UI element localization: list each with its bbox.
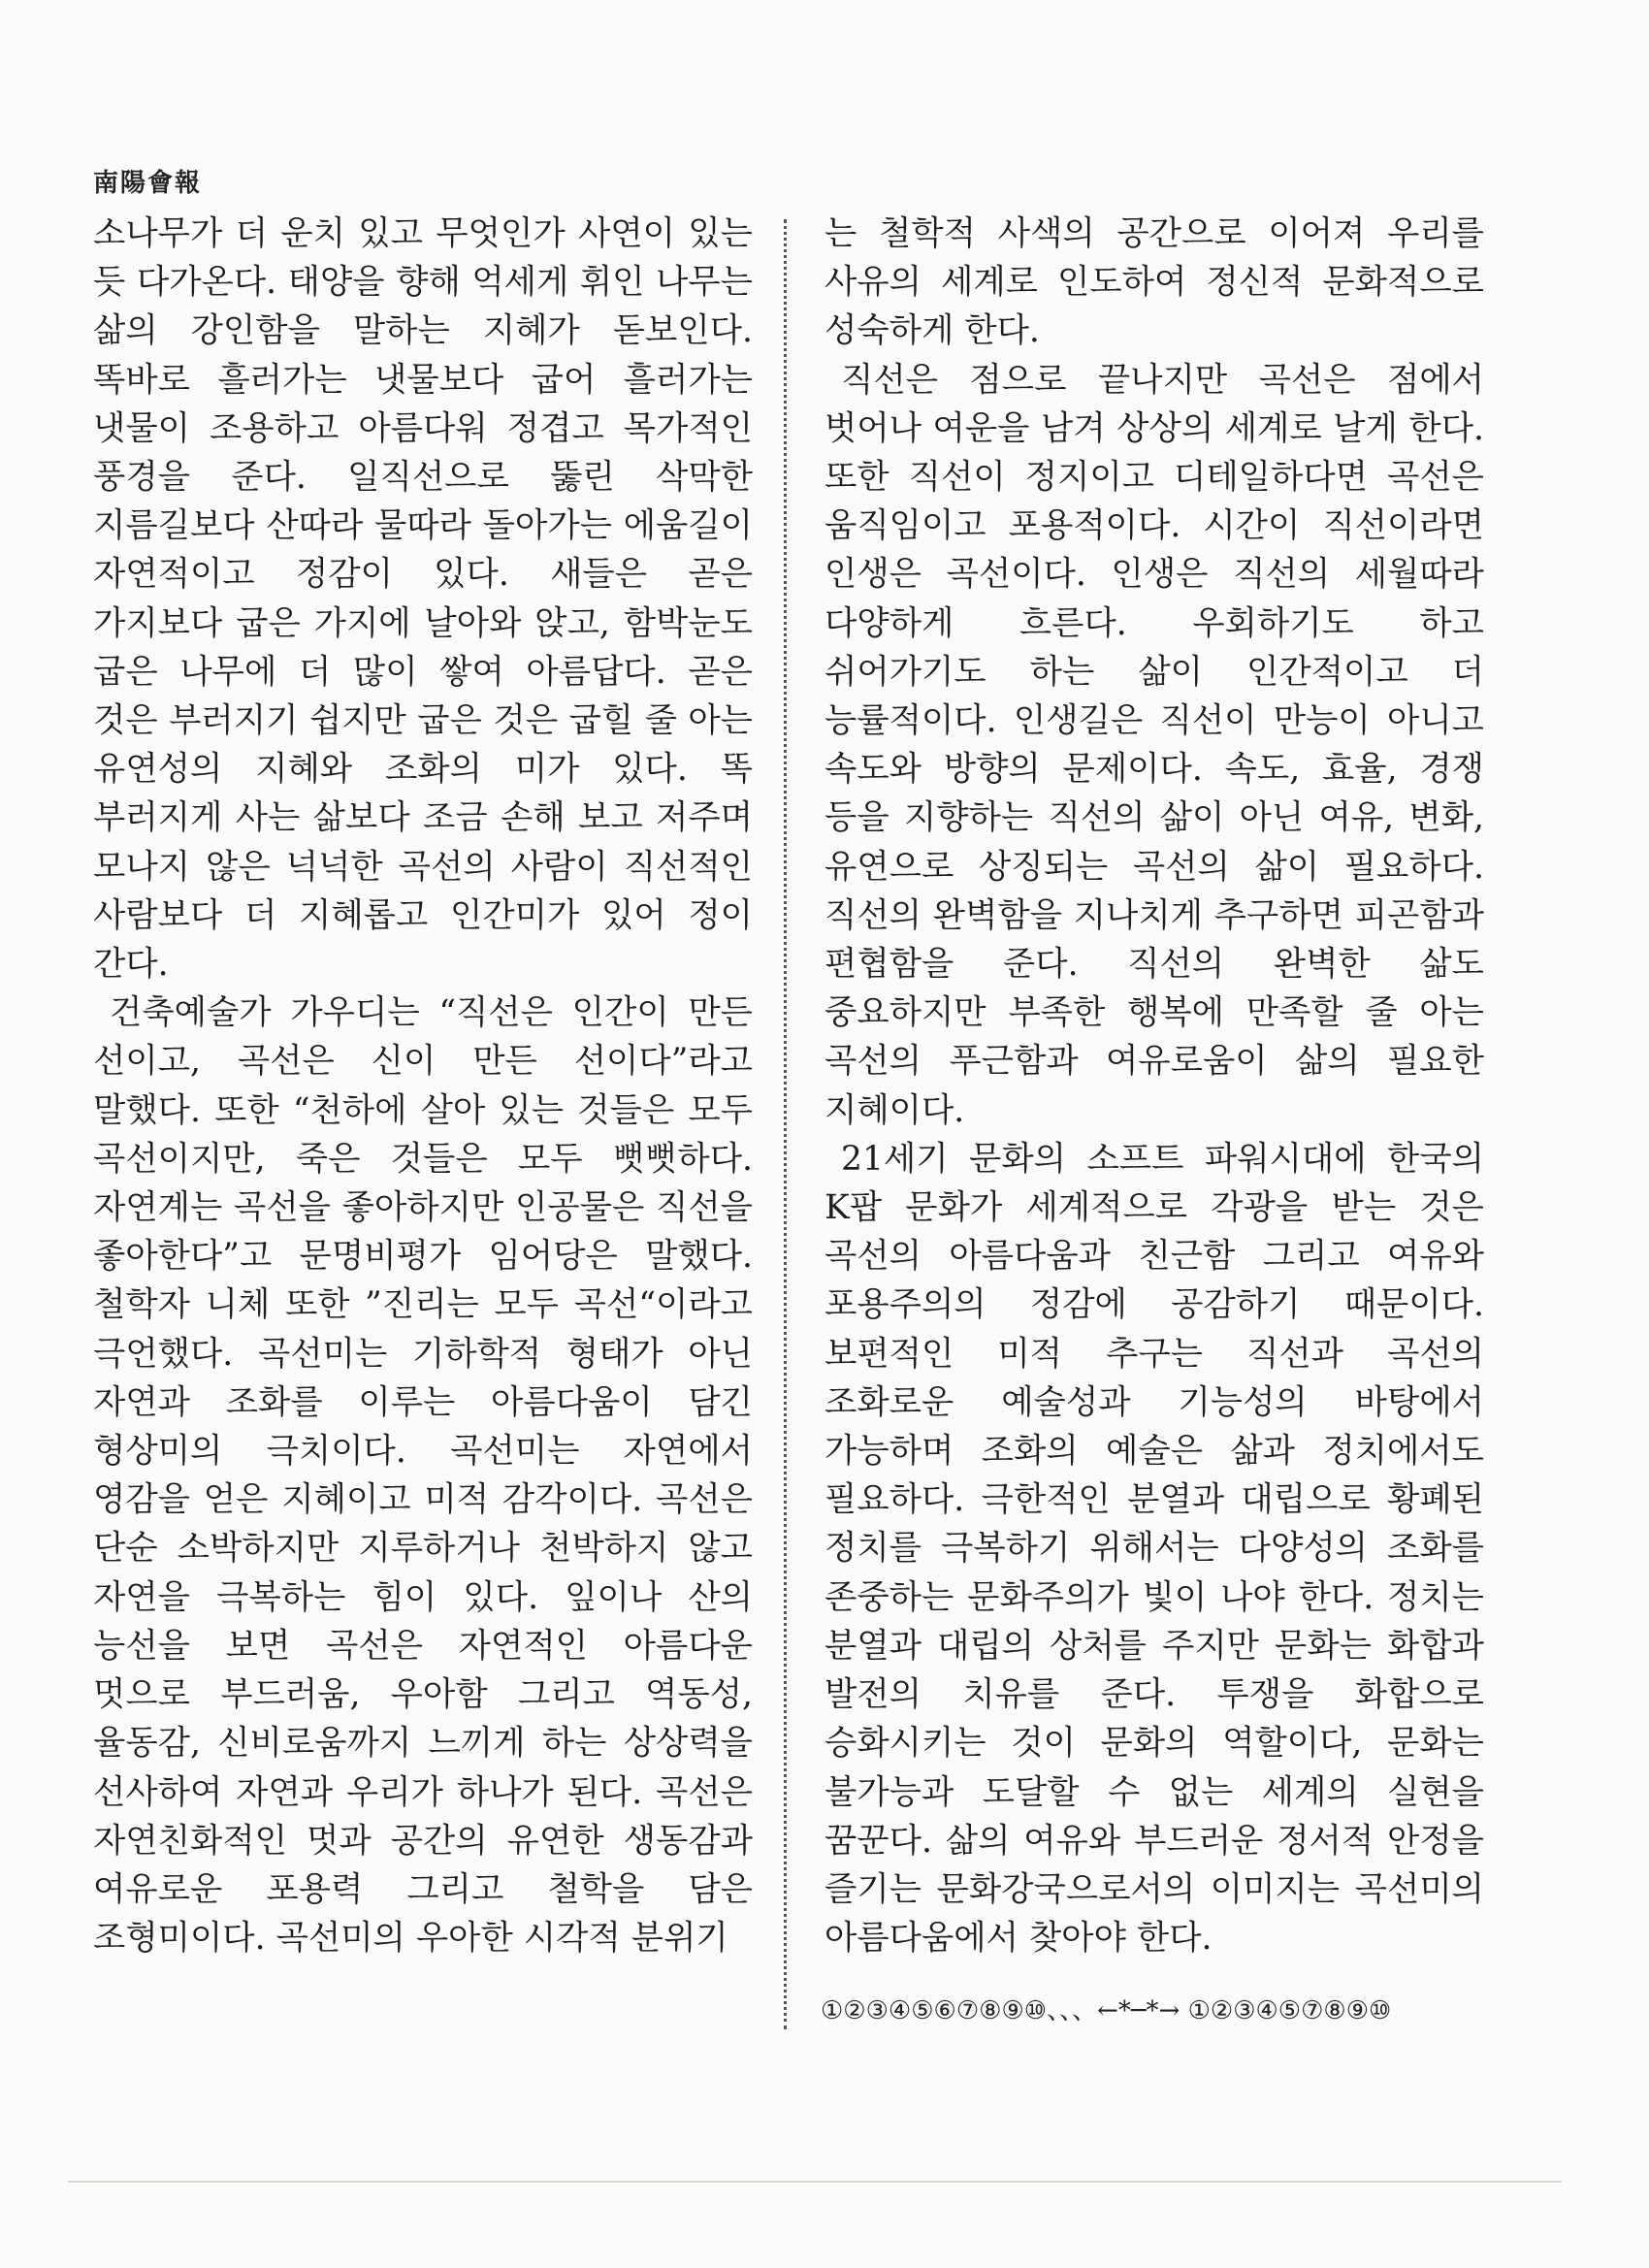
left-paragraph-2: 건축예술가 가우디는 “직선은 인간이 만든 선이고, 곡선은 신이 만든 선이다”라고 말했다. 또한 “천하에 살아 있는 것들은 모두 곡선이지만, 죽은 것들은 모두 뻣뻣하다. 자연계는 곡선을 좋아하지만 인공물은 직선을 좋아한다”고 문명비평가 임어당은 말했다. 철학자 니체 또한 ”진리는 모두 곡선“이라고 극언했다. 곡선미는 기하학적 형태가 아닌 자연과 조화를 이루는 아름다움이 담긴 형상미의 극치이다. 곡선미는 자연에서 영감을 얻은 지혜이고 미적 감각이다. 곡선은 단순 소박하지만 지루하거나 천박하지 않고 자연을 극복하는 힘이 있다. 잎이나 산의 능선을 보면 곡선은 자연적인 아름다운 멋으로 부드러움, 우아함 그리고 역동성, 율동감, 신비로움까지 느끼게 하는 상상력을 선사하여 자연과 우리가 하나가 된다. 곡선은 자연친화적인 멋과 공간의 유연한 생동감과 여유로운 포용력 그리고 철학을 담은 조형미이다. 곡선미의 우아한 시각적 분위기	[93, 993, 753, 1959]
left-column	[93, 210, 753, 1962]
right-paragraph-1: 는 철학적 사색의 공간으로 이어져 우리를 사유의 세계로 인도하여 정신적 문화적으로 성숙하게 한다.	[824, 214, 1484, 351]
right-paragraph-3: 21세기 문화의 소프트 파워시대에 한국의 K팝 문화가 세계적으로 각광을 받는 것은 곡선의 아름다움과 친근함 그리고 여유와 포용주의의 정감에 공감하기 때문이다. 보편적인 미적 추구는 직선과 곡선의 조화로운 예술성과 기능성의 바탕에서 가능하며 조화의 예술은 삶과 정치에서도 필요하다. 극한적인 분열과 대립으로 황폐된 정치를 극복하기 위해서는 다양성의 조화를 존중하는 문화주의가 빛이 나야 한다. 정치는 분열과 대립의 상처를 주지만 문화는 화합과 발전의 치유를 준다. 투쟁을 화합으로 승화시키는 것이 문화의 역할이다, 문화는 불가능과 도달할 수 없는 세계의 실현을 꿈꾼다. 삶의 여유와 부드러운 정서적 안정을 즐기는 문화강국으로서의 이미지는 곡선미의 아름다움에서 찾아야 한다.	[824, 1139, 1484, 1959]
end-ornament: ①②③④⑤⑥⑦⑧⑨⑩、、、←*─*→ ①②③④⑤⑦⑧⑨⑩	[821, 1996, 1392, 2025]
left-paragraph-1: 소나무가 더 운치 있고 무엇인가 사연이 있는 듯 다가온다. 태양을 향해 억세게 휘인 나무는 삶의 강인함을 말하는 지혜가 돋보인다. 똑바로 흘러가는 냇물보다 굽어 흘러가는 냇물이 조용하고 아름다워 정겹고 목가적인 풍경을 준다. 일직선으로 뚫린 삭막한 지름길보다 산따라 물따라 돌아가는 에움길이 자연적이고 정감이 있다. 새들은 곧은 가지보다 굽은 가지에 날아와 앉고, 함박눈도 굽은 나무에 더 많이 쌓여 아름답다. 곧은 것은 부러지기 쉽지만 굽은 것은 굽힐 줄 아는 유연성의 지혜와 조화의 미가 있다. 똑 부러지게 사는 삶보다 조금 손해 보고 저주며 모나지 않은 넉넉한 곡선의 사람이 직선적인 사람보다 더 지혜롭고 인간미가 있어 정이 간다.	[93, 214, 753, 985]
newsletter-masthead: 南陽會報	[93, 169, 203, 198]
column-divider	[784, 219, 787, 2029]
right-column	[824, 210, 1484, 1962]
page-bottom-rule	[68, 2181, 1562, 2183]
right-paragraph-2: 직선은 점으로 끝나지만 곡선은 점에서 벗어나 여운을 남겨 상상의 세계로 날게 한다. 또한 직선이 정지이고 디테일하다면 곡선은 움직임이고 포용적이다. 시간이 직선이라면 인생은 곡선이다. 인생은 직선의 세월따라 다양하게 흐른다. 우회하기도 하고 쉬어가기도 하는 삶이 인간적이고 더 능률적이다. 인생길은 직선이 만능이 아니고 속도와 방향의 문제이다. 속도, 효율, 경쟁 등을 지향하는 직선의 삶이 아닌 여유, 변화, 유연으로 상징되는 곡선의 삶이 필요하다. 직선의 완벽함을 지나치게 추구하면 피곤함과 편협함을 준다. 직선의 완벽한 삶도 중요하지만 부족한 행복에 만족할 줄 아는 곡선의 푸근함과 여유로움이 삶의 필요한 지혜이다.	[824, 360, 1484, 1130]
